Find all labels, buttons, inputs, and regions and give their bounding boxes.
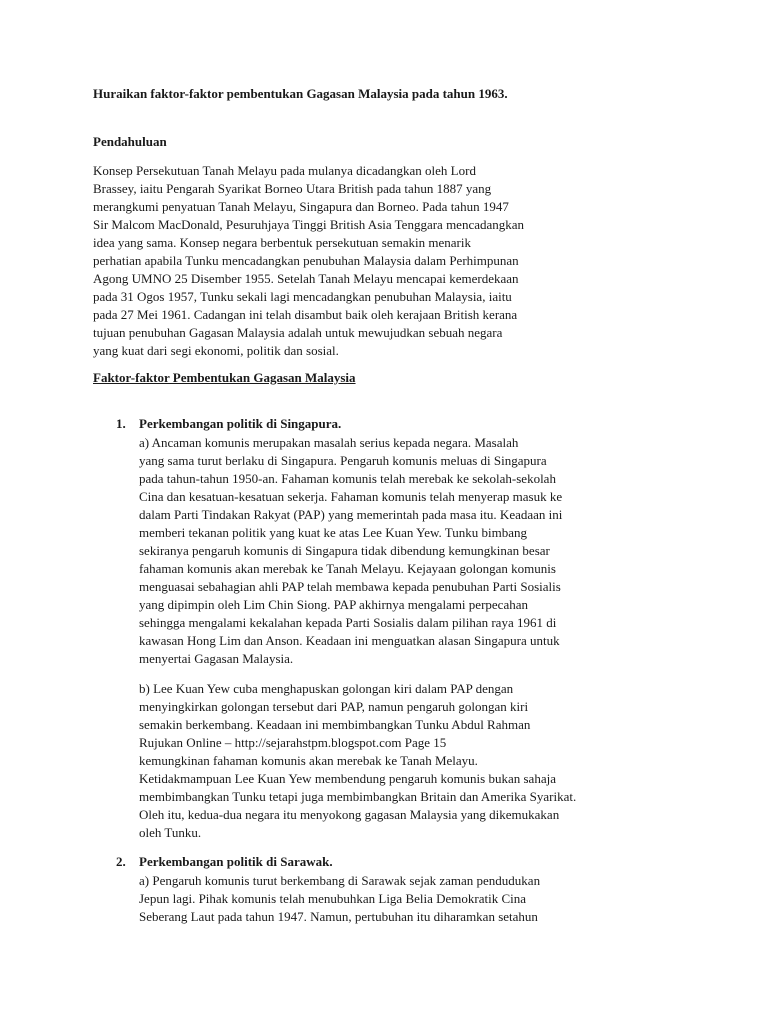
text-line: semakin berkembang. Keadaan ini membimbangkan Tunku Abdul Rahman — [139, 717, 531, 732]
text-line: kemungkinan fahaman komunis akan merebak ke Tanah Melayu. — [139, 753, 478, 768]
text-line: merangkumi penyatuan Tanah Melayu, Singapura dan Borneo. Pada tahun 1947 — [93, 199, 509, 214]
text-line: Agong UMNO 25 Disember 1955. Setelah Tanah Melayu mencapai kemerdekaan — [93, 271, 519, 286]
text-line: kawasan Hong Lim dan Anson. Keadaan ini menguatkan alasan Singapura untuk — [139, 633, 560, 648]
text-line: pada 27 Mei 1961. Cadangan ini telah disambut baik oleh kerajaan British kerana — [93, 307, 518, 322]
text-line: menguasai sebahagian ahli PAP telah membawa kepada penubuhan Parti Sosialis — [139, 579, 561, 594]
text-line: pada 31 Ogos 1957, Tunku sekali lagi mencadangkan penubuhan Malaysia, iaitu — [93, 289, 512, 304]
text-line: a) Pengaruh komunis turut berkembang di Sarawak sejak zaman pendudukan — [139, 873, 541, 888]
item-2-number: 2. — [116, 854, 126, 869]
text-line: Rujukan Online – http://sejarahstpm.blogspot.com Page 15 — [139, 735, 447, 750]
text-line: fahaman komunis akan merebak ke Tanah Melayu. Kejayaan golongan komunis — [139, 561, 556, 576]
intro-paragraph — [93, 162, 524, 360]
text-line: Sir Malcom MacDonald, Pesuruhjaya Tinggi British Asia Tenggara mencadangkan — [93, 217, 525, 232]
text-line: sehingga mengalami kekalahan kepada Parti Sosialis dalam pilihan raya 1961 di — [139, 615, 557, 630]
text-line: yang dipimpin oleh Lim Chin Siong. PAP akhirnya mengalami perpecahan — [139, 597, 528, 612]
text-line: Cina dan kesatuan-kesatuan sekerja. Fahaman komunis telah menyerap masuk ke — [139, 489, 563, 504]
text-line: Jepun lagi. Pihak komunis telah menubuhkan Liga Belia Demokratik Cina — [139, 891, 527, 906]
text-line: Oleh itu, kedua-dua negara itu menyokong gagasan Malaysia yang dikemukakan — [139, 807, 560, 822]
text-line: dalam Parti Tindakan Rakyat (PAP) yang memerintah pada masa itu. Keadaan ini — [139, 507, 563, 522]
text-line: membimbangkan Tunku tetapi juga membimbangkan Britain dan Amerika Syarikat. — [139, 789, 577, 804]
text-line: Ketidakmampuan Lee Kuan Yew membendung pengaruh komunis bukan sahaja — [139, 771, 556, 786]
text-line: menyingkirkan golongan tersebut dari PAP, namun pengaruh golongan kiri — [139, 699, 529, 714]
text-line: Seberang Laut pada tahun 1947. Namun, pertubuhan itu diharamkan setahun — [139, 909, 538, 924]
text-line: perhatian apabila Tunku mencadangkan penubuhan Malaysia dalam Perhimpunan — [93, 253, 519, 268]
text-line: sekiranya pengaruh komunis di Singapura tidak dibendung kemungkinan besar — [139, 543, 550, 558]
document-title: Huraikan faktor-faktor pembentukan Gagasan Malaysia pada tahun 1963. — [93, 86, 508, 101]
text-line: yang sama turut berlaku di Singapura. Pengaruh komunis meluas di Singapura — [139, 453, 547, 468]
text-line: tujuan penubuhan Gagasan Malaysia adalah untuk mewujudkan sebuah negara — [93, 325, 503, 340]
item-1-number: 1. — [116, 416, 126, 431]
text-line: Konsep Persekutuan Tanah Melayu pada mulanya dicadangkan oleh Lord — [93, 163, 476, 178]
item-2-paragraph-a — [139, 872, 540, 926]
text-line: Brassey, iaitu Pengarah Syarikat Borneo Utara British pada tahun 1887 yang — [93, 181, 492, 196]
intro-heading: Pendahuluan — [93, 134, 167, 149]
factors-heading: Faktor-faktor Pembentukan Gagasan Malaysia — [93, 370, 356, 385]
text-line: pada tahun-tahun 1950-an. Fahaman komunis telah merebak ke sekolah-sekolah — [139, 471, 556, 486]
text-line: yang kuat dari segi ekonomi, politik dan sosial. — [93, 343, 339, 358]
item-1-paragraph-a — [139, 434, 562, 668]
item-2-title: Perkembangan politik di Sarawak. — [139, 854, 333, 869]
text-line: menyertai Gagasan Malaysia. — [139, 651, 294, 666]
text-line: memberi tekanan politik yang kuat ke atas Lee Kuan Yew. Tunku bimbang — [139, 525, 528, 540]
item-1-title: Perkembangan politik di Singapura. — [139, 416, 342, 431]
text-line: idea yang sama. Konsep negara berbentuk persekutuan semakin menarik — [93, 235, 471, 250]
text-line: a) Ancaman komunis merupakan masalah serius kepada negara. Masalah — [139, 435, 519, 450]
item-1-paragraph-b — [139, 680, 576, 842]
text-line: b) Lee Kuan Yew cuba menghapuskan golongan kiri dalam PAP dengan — [139, 681, 514, 696]
text-line: oleh Tunku. — [139, 825, 202, 840]
